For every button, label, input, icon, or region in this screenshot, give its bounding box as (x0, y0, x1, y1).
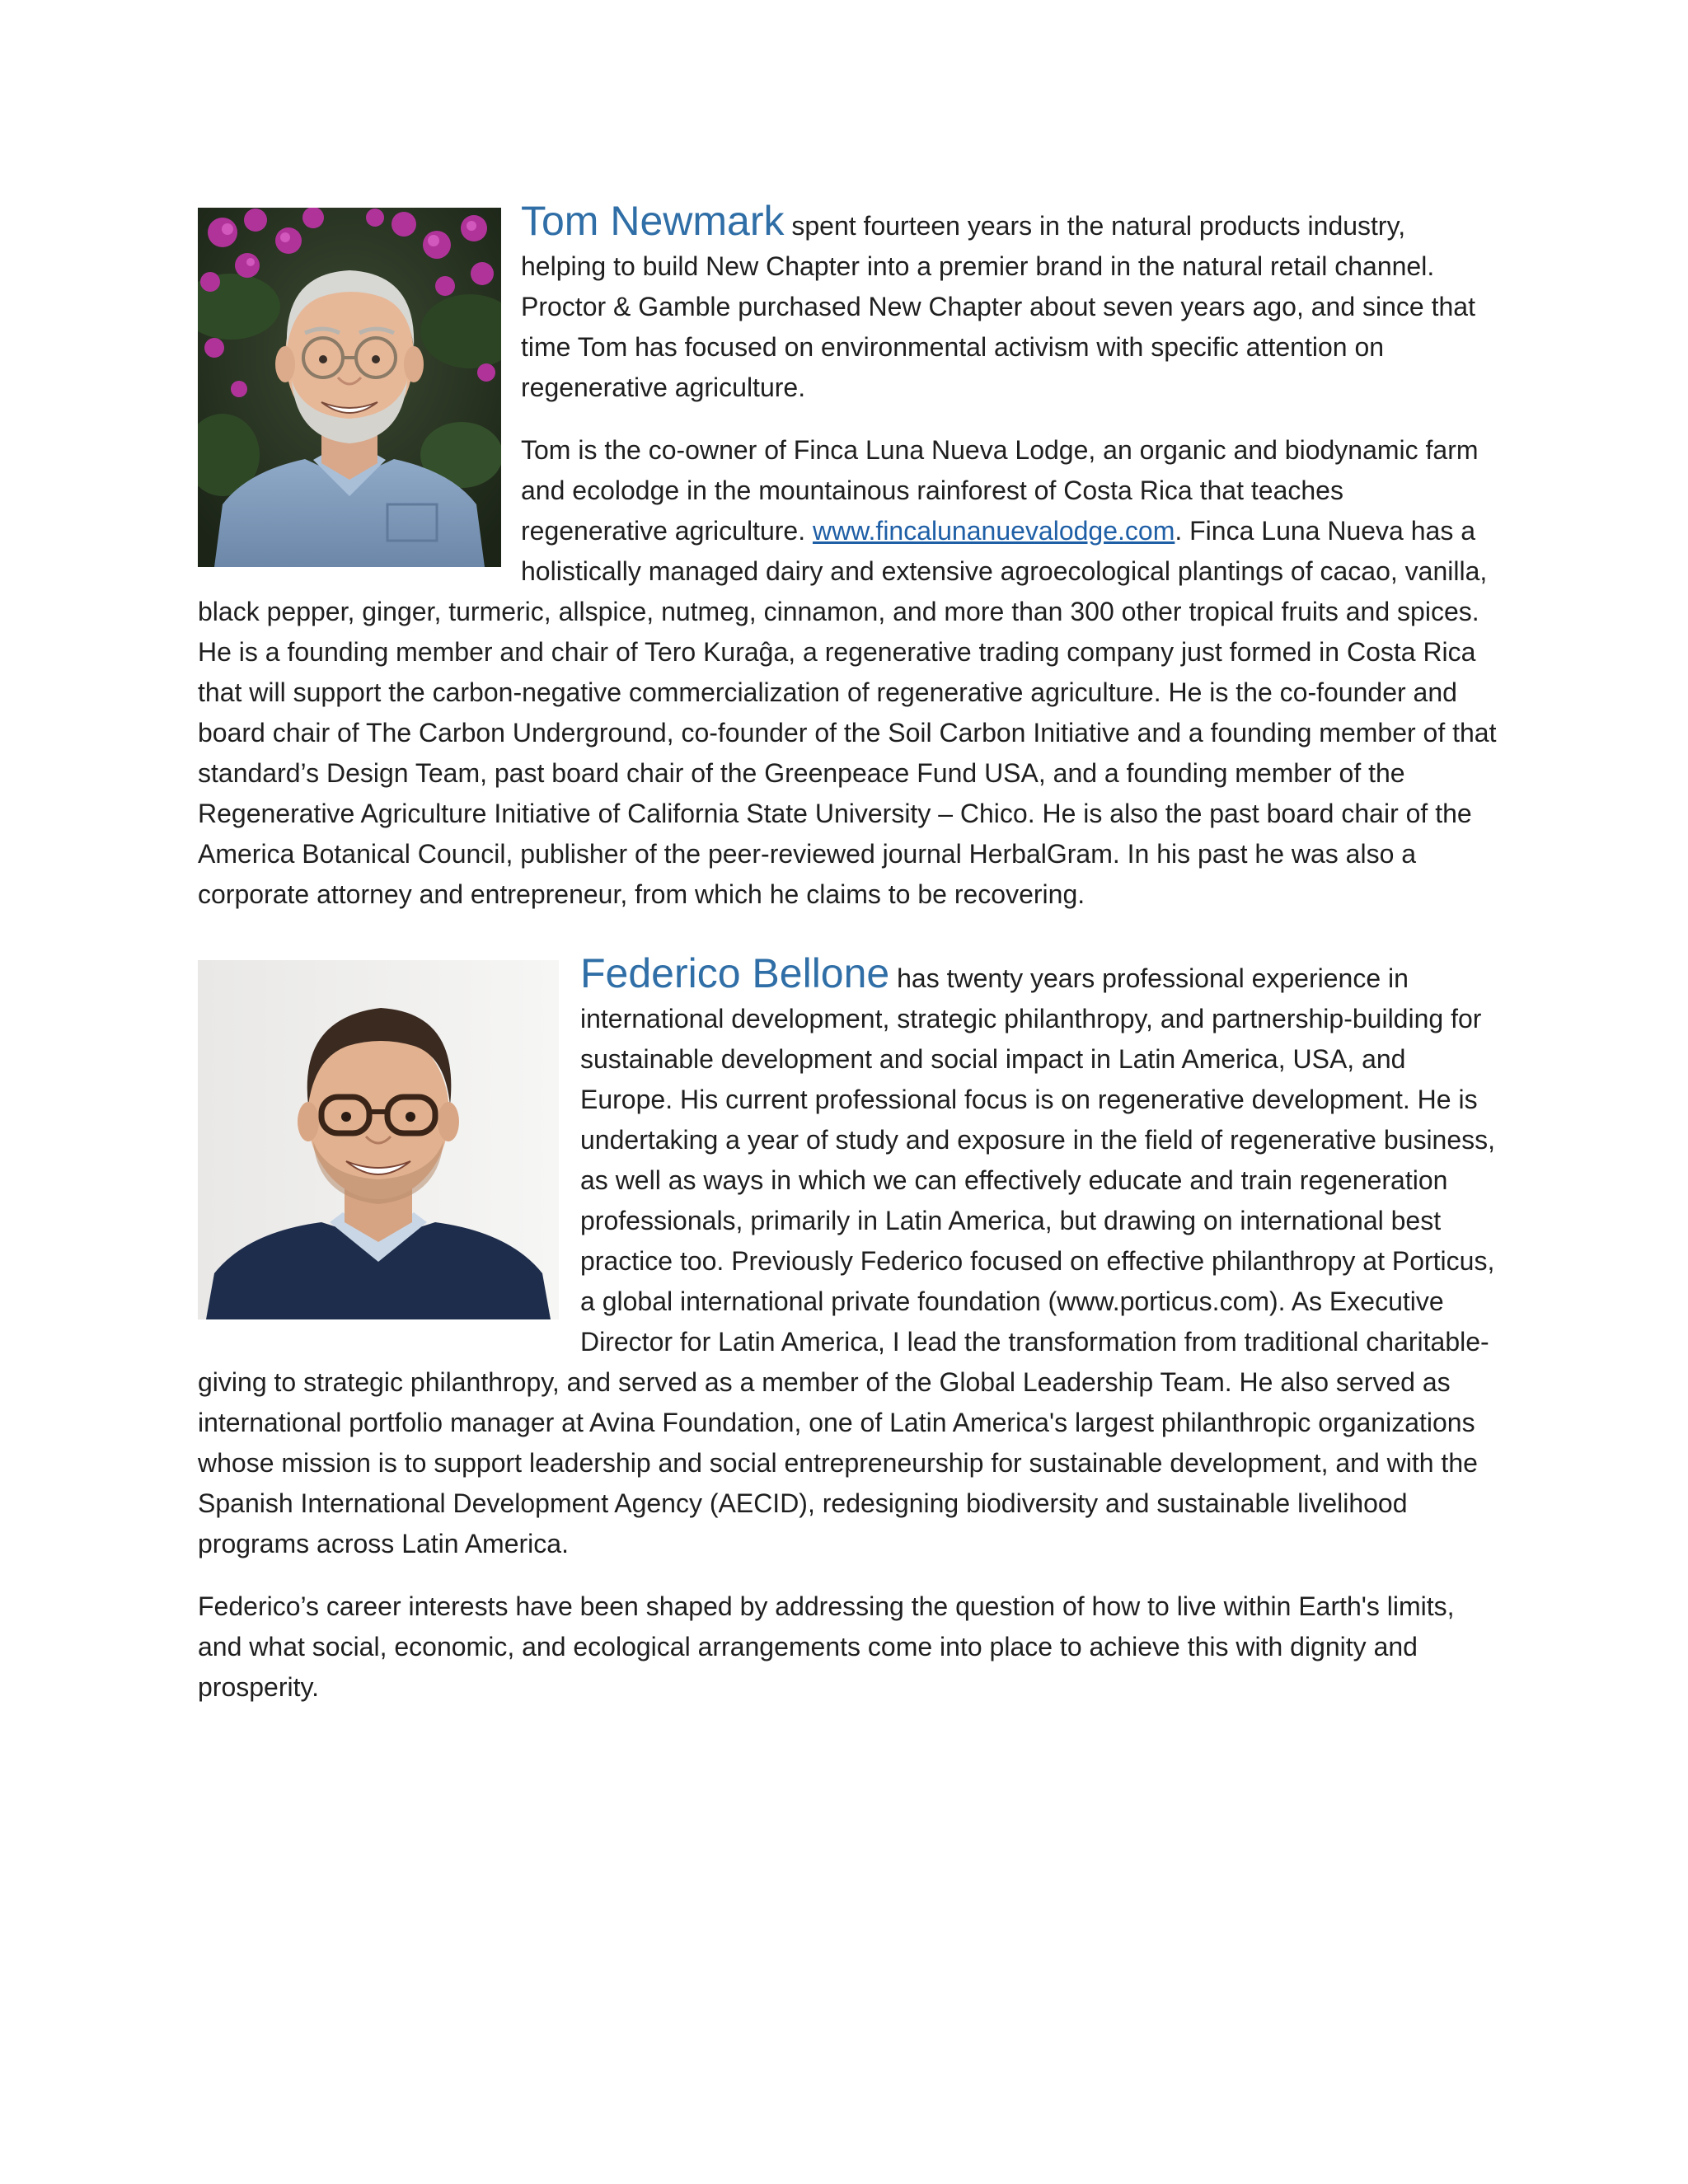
person-name-tom-newmark: Tom Newmark (521, 198, 785, 244)
document-page (198, 198, 1497, 1730)
fincalunanueva-website-link[interactable]: www.fincalunanuevalodge.com (812, 516, 1175, 546)
bio-tom-paragraph-2-start: Tom is the co-owner of Finca Luna Nueva Lodge, an organic and biodynamic farm and ecolodge in the mountainous rainforest of Costa Rica that teaches regenerative agriculture. (521, 435, 1479, 546)
portrait-photo-federico-bellone (198, 960, 559, 1319)
bio-tom-paragraph-1: spent fourteen years in the natural products industry, helping to build New Chapter into a premier brand in the natural retail channel. Proctor & Gamble purchased New Chapter about seven years ago, and since that time Tom has focused on environmental activism with specific attention on regenerative agriculture. (521, 211, 1475, 402)
bio-tom-newmark (198, 198, 1497, 937)
bio-federico-paragraph-2: Federico’s career interests have been shaped by addressing the question of how to live within Earth's limits, and what social, economic, and ecological arrangements come into place to achieve this with dignity and prosperity. (198, 1591, 1455, 1702)
bio-federico-paragraph-1: has twenty years professional experience in international development, strategic philanthropy, and partnership-building for sustainable development and social impact in Latin America, USA, and Europe. His current professional focus is on regenerative development. He is undertaking a year of study and exposure in the field of regenerative business, as well as ways in which we can effectively educate and train regeneration professionals, primarily in Latin America, but drawing on international best practice too. Previously Federico focused on effective philanthropy at Porticus, a global international private foundation (www.porticus.com). As Executive Director for Latin America, I lead the transformation from traditional charitable-giving to strategic philanthropy, and served as a member of the Global Leadership Team. He also served as international portfolio manager at Avina Foundation, one of Latin America's largest philanthropic organizations whose mission is to support leadership and social entrepreneurship for sustainable development, and with the Spanish International Development Agency (AECID), redesigning biodiversity and sustainable livelihood programs across Latin America. (198, 963, 1496, 1558)
portrait-photo-tom-newmark (198, 208, 501, 567)
bio-tom-paragraph-2-rest: . Finca Luna Nueva has a holistically managed dairy and extensive agroecological plantings of cacao, vanilla, black pepper, ginger, turmeric, allspice, nutmeg, cinnamon, and more than 300 other tropical fruits and spices. He is a founding member and chair of Tero Kuraĝa, a regenerative trading company just formed in Costa Rica that will support the carbon-negative commercialization of regenerative agriculture. He is the co-founder and board chair of The Carbon Underground, co-founder of the Soil Carbon Initiative and a founding member of that standard’s Design Team, past board chair of the Greenpeace Fund USA, and a founding member of the Regenerative Agriculture Initiative of California State University – Chico. He is also the past board chair of the America Botanical Council, publisher of the peer-reviewed journal HerbalGram. In his past he was also a corporate attorney and entrepreneur, from which he claims to be recovering. (198, 516, 1497, 909)
bio-federico-bellone (198, 950, 1497, 1730)
person-name-federico-bellone: Federico Bellone (580, 950, 890, 996)
